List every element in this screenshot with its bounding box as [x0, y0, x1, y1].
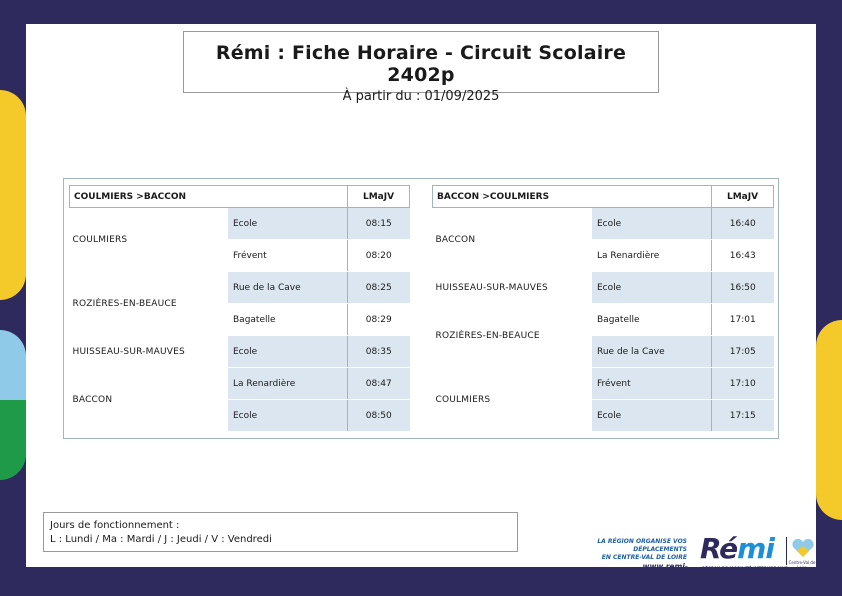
title-box [183, 31, 659, 104]
stop-cell: Bagatelle [592, 304, 712, 336]
tagline-line-1: LA RÉGION ORGANISE VOS DÉPLACEMENTS [597, 538, 687, 553]
time-cell: 17:01 [712, 304, 774, 336]
time-cell: 17:05 [712, 336, 774, 368]
commune-cell: HUISSEAU-SUR-MAUVES [70, 336, 228, 368]
direction-header: BACCON >COULMIERS [433, 186, 712, 208]
commune-cell: BACCON [433, 208, 592, 272]
decor-yellow-left [0, 90, 26, 300]
stop-cell: Rue de la Cave [592, 336, 712, 368]
decor-yellow-right [816, 320, 842, 520]
commune-cell: COULMIERS [70, 208, 228, 272]
stop-cell: Rue de la Cave [228, 272, 348, 304]
commune-cell: HUISSEAU-SUR-MAUVES [433, 272, 592, 304]
footer-dotted-line [698, 574, 816, 577]
stop-cell: Frévent [592, 368, 712, 400]
timetable-outbound [69, 185, 410, 432]
stop-cell: Ecole [592, 208, 712, 240]
time-cell: 17:15 [712, 400, 774, 432]
days-header: LMaJV [348, 186, 410, 208]
stop-cell: La Renardière [228, 368, 348, 400]
commune-cell: ROZIÈRES-EN-BEAUCE [70, 272, 228, 336]
region-name: Centre-Val de Loire [788, 560, 816, 570]
stop-cell: Ecole [228, 400, 348, 432]
commune-cell: ROZIÈRES-EN-BEAUCE [433, 304, 592, 368]
logo-mi: mi [737, 532, 774, 565]
stop-cell: Bagatelle [228, 304, 348, 336]
footer-url-link[interactable]: www.remi-centrevaldeloire.fr [608, 562, 688, 580]
time-cell: 17:10 [712, 368, 774, 400]
timetable-sheet [26, 24, 816, 567]
days-header: LMaJV [712, 186, 774, 208]
legend-title: Jours de fonctionnement : [50, 520, 180, 531]
logo-subtitle: RÉSEAU DE MOBILITÉ INTERURBAINE [702, 566, 788, 571]
timetable-return [432, 185, 774, 432]
stop-cell: Ecole [228, 208, 348, 240]
stop-cell: Ecole [592, 272, 712, 304]
time-cell: 08:20 [348, 240, 410, 272]
commune-cell: COULMIERS [433, 368, 592, 432]
time-cell: 08:50 [348, 400, 410, 432]
time-cell: 16:43 [712, 240, 774, 272]
tagline-line-2: EN CENTRE-VAL DE LOIRE [601, 554, 687, 561]
time-cell: 16:40 [712, 208, 774, 240]
stop-cell: La Renardière [592, 240, 712, 272]
page-title: Rémi : Fiche Horaire - Circuit Scolaire 2402p [215, 42, 627, 86]
remi-logo [700, 532, 774, 565]
direction-header: COULMIERS >BACCON [70, 186, 348, 208]
time-cell: 08:15 [348, 208, 410, 240]
commune-cell: BACCON [70, 368, 228, 432]
stop-cell: Ecole [592, 400, 712, 432]
stop-cell: Ecole [228, 336, 348, 368]
time-cell: 08:29 [348, 304, 410, 336]
time-cell: 16:50 [712, 272, 774, 304]
decor-green-left [0, 400, 26, 480]
stop-cell: Frévent [228, 240, 348, 272]
time-cell: 08:35 [348, 336, 410, 368]
region-heart-icon [791, 538, 815, 558]
valid-from-date: À partir du : 01/09/2025 [342, 89, 500, 104]
logo-re: Ré [700, 532, 738, 565]
time-cell: 08:25 [348, 272, 410, 304]
time-cell: 08:47 [348, 368, 410, 400]
legend-days: L : Lundi / Ma : Mardi / J : Jeudi / V : Vendredi [50, 534, 272, 545]
footer-tagline [557, 538, 687, 562]
operating-days-legend [43, 512, 518, 552]
timetable-panel [63, 178, 779, 439]
